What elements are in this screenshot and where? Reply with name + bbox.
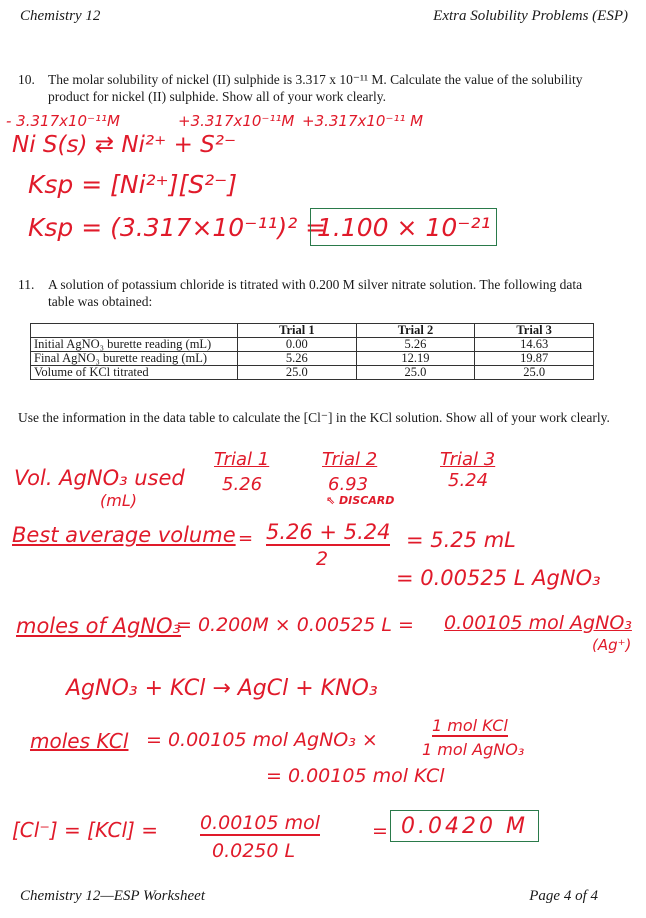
hw-mole-ratio-denominator: 1 mol AgNO₃	[422, 740, 525, 759]
table-header-blank	[31, 324, 238, 338]
table-header-trial3: Trial 3	[475, 324, 594, 338]
hw-concentration-label: [Cl⁻] = [KCl] =	[12, 818, 158, 842]
q10-ksp-expression: Ksp = [Ni²⁺][S²⁻]	[28, 170, 238, 199]
q10-number: 10.	[18, 72, 35, 87]
hw-ag-plus-note: (Ag⁺)	[592, 636, 632, 654]
table-cell: 25.0	[475, 366, 594, 380]
hw-trial1-volume: 5.26	[222, 474, 263, 495]
hw-average-numerator: 5.26 + 5.24	[266, 520, 391, 544]
hw-average-result: = 5.25 mL	[406, 528, 516, 552]
table-cell: Initial AgNO₃ burette reading (mL)	[31, 338, 238, 352]
q10-conc-ni: +3.317x10⁻¹¹M	[178, 112, 295, 130]
table-cell: 5.26	[238, 352, 357, 366]
hw-trial3-volume: 5.24	[448, 470, 489, 491]
q10-conc-nis: - 3.317x10⁻¹¹M	[6, 112, 120, 130]
table-cell: Final AgNO₃ burette reading (mL)	[31, 352, 238, 366]
hw-vol-unit: (mL)	[100, 491, 137, 510]
hw-mole-ratio-numerator: 1 mol KCl	[432, 716, 508, 735]
hw-reaction-equation: AgNO₃ + KCl → AgCl + KNO₃	[66, 676, 378, 701]
hw-concentration-answer-box: 0.0420 M	[390, 810, 539, 842]
header-course: Chemistry 12	[20, 8, 101, 24]
header-worksheet-title: Extra Solubility Problems (ESP)	[433, 8, 628, 24]
table-row	[31, 338, 594, 352]
table-header-trial2: Trial 2	[356, 324, 475, 338]
table-cell: 12.19	[356, 352, 475, 366]
hw-moles-agno3-result: 0.00105 mol AgNO₃	[444, 612, 632, 634]
hw-trial3-heading: Trial 3	[440, 449, 496, 470]
table-cell: 19.87	[475, 352, 594, 366]
table-cell: 0.00	[238, 338, 357, 352]
table-row	[31, 366, 594, 380]
q10-text: The molar solubility of nickel (II) sulphide is 3.317 x 10⁻¹¹ M. Calculate the value of the solubility product for nickel (II) sulphide. Show all of your work clearly.	[48, 72, 583, 104]
table-header-row	[31, 324, 594, 338]
footer-worksheet-name: Chemistry 12—ESP Worksheet	[20, 888, 205, 904]
table-cell: 14.63	[475, 338, 594, 352]
hw-equals: =	[238, 528, 254, 549]
hw-average-denominator: 2	[316, 548, 329, 570]
titration-data-table	[30, 323, 594, 380]
q10-answer-box: 1.100 × 10⁻²¹	[310, 208, 497, 246]
q10-dissociation-equation: Ni S(s) ⇄ Ni²⁺ + S²⁻	[12, 132, 237, 158]
hw-trial2-volume: 6.93	[328, 474, 369, 495]
table-cell: Volume of KCl titrated	[31, 366, 238, 380]
q11-number: 11.	[18, 277, 35, 292]
table-cell: 25.0	[356, 366, 475, 380]
hw-trial2-heading: Trial 2	[322, 449, 378, 470]
hw-moles-kcl-calc: = 0.00105 mol AgNO₃ ×	[146, 729, 378, 751]
hw-average-litres: = 0.00525 L AgNO₃	[396, 566, 601, 590]
hw-concentration-numerator: 0.00105 mol	[200, 812, 321, 834]
hw-best-average-label: Best average volume	[12, 523, 236, 547]
footer-page-number: Page 4 of 4	[529, 888, 598, 904]
hw-discard-note: ⇖ DISCARD	[326, 494, 395, 507]
hw-concentration-denominator: 0.0250 L	[212, 840, 296, 862]
q10-conc-s: +3.317x10⁻¹¹ M	[302, 112, 424, 130]
table-header-trial1: Trial 1	[238, 324, 357, 338]
hw-concentration-equals: =	[372, 820, 388, 842]
q11-instruction: Use the information in the data table to calculate the [Cl⁻] in the KCl solution. Show all of your work clearly.	[18, 410, 610, 425]
hw-moles-agno3-calc: = 0.200M × 0.00525 L =	[176, 614, 414, 636]
table-row	[31, 352, 594, 366]
hw-moles-agno3-label: moles of AgNO₃	[16, 614, 181, 638]
hw-moles-kcl-result: = 0.00105 mol KCl	[266, 765, 445, 787]
table-cell: 5.26	[356, 338, 475, 352]
hw-trial1-heading: Trial 1	[214, 449, 270, 470]
hw-moles-kcl-label: moles KCl	[30, 729, 129, 753]
hw-vol-label: Vol. AgNO₃ used	[14, 466, 185, 490]
q10-ksp-calculation: Ksp = (3.317×10⁻¹¹)² =	[28, 213, 327, 242]
table-cell: 25.0	[238, 366, 357, 380]
q11-text: A solution of potassium chloride is titrated with 0.200 M silver nitrate solution. The following data table was obtained:	[48, 277, 583, 309]
